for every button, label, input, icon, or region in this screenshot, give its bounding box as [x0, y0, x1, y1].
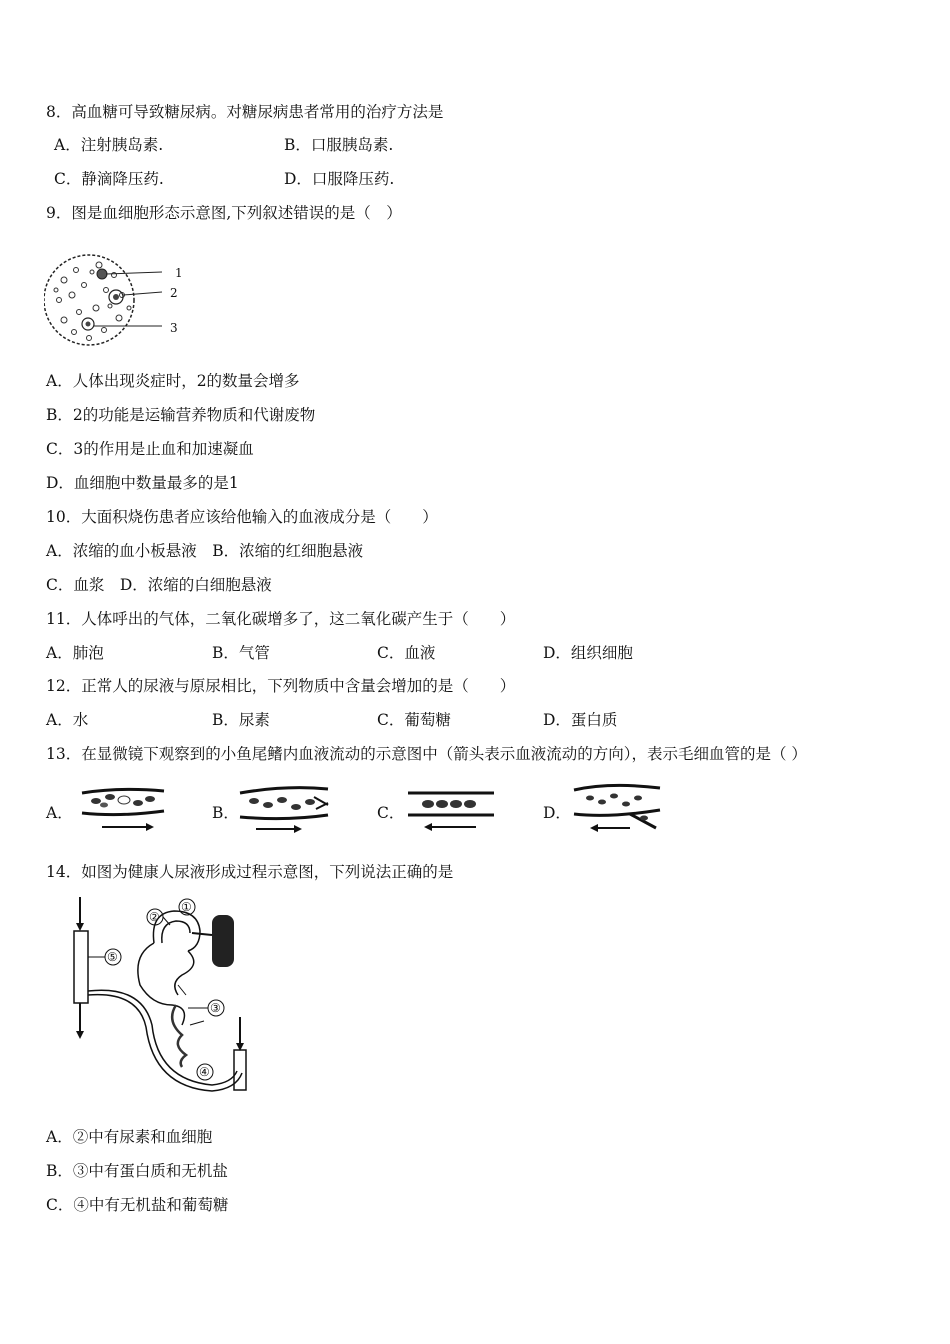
vessel-figure-b [236, 783, 336, 835]
q13-option-a: A． [46, 804, 73, 822]
q10-stem: 10．大面积烧伤患者应该给他输入的血液成分是（ ） [46, 508, 438, 526]
q14-option-a: A．②中有尿素和血细胞 [46, 1128, 213, 1146]
q8-option-c: C．静滴降压药. [54, 170, 164, 188]
q9-option-a: A．人体出现炎症时，2的数量会增多 [46, 372, 300, 390]
q11-option-d: D．组织细胞 [543, 644, 633, 662]
vessel-figure-c [406, 785, 498, 835]
q8-option-a: A．注射胰岛素. [54, 136, 164, 154]
nephron-label-3: ③ [210, 1001, 221, 1015]
q8-stem: 8．高血糖可导致糖尿病。对糖尿病患者常用的治疗方法是 [46, 103, 444, 121]
figure-label-3: 3 [170, 321, 178, 335]
q14-stem: 14．如图为健康人尿液形成过程示意图，下列说法正确的是 [46, 863, 454, 881]
q9-option-b: B．2的功能是运输营养物质和代谢废物 [46, 406, 316, 424]
nephron-label-1: ① [181, 900, 192, 914]
nephron-label-4: ④ [199, 1065, 210, 1079]
q11-option-c: C．血液 [377, 644, 436, 662]
q13-stem: 13．在显微镜下观察到的小鱼尾鳍内血液流动的示意图中（箭头表示血液流动的方向），表示毛细血管的是（ ） [46, 745, 807, 763]
q12-stem: 12．正常人的尿液与原尿相比，下列物质中含量会增加的是（ ） [46, 677, 516, 695]
q9-stem: 9．图是血细胞形态示意图,下列叙述错误的是（ ） [46, 204, 402, 222]
q10-options-line2: C．血浆 D．浓缩的白细胞悬液 [46, 576, 272, 594]
q11-option-a: A．肺泡 [46, 644, 104, 662]
q10-options-line1: A．浓缩的血小板悬液 B．浓缩的红细胞悬液 [46, 542, 364, 560]
q9-option-d: D．血细胞中数量最多的是1 [46, 474, 239, 492]
q12-option-b: B．尿素 [212, 711, 270, 729]
vessel-figure-a [80, 783, 170, 835]
q11-option-b: B．气管 [212, 644, 270, 662]
nephron-label-5: ⑤ [107, 950, 118, 964]
q13-option-b: B． [212, 804, 239, 822]
q9-option-c: C．3的作用是止血和加速凝血 [46, 440, 254, 458]
q14-option-c: C．④中有无机盐和葡萄糖 [46, 1196, 229, 1214]
q11-stem: 11．人体呼出的气体，二氧化碳增多了，这二氧化碳产生于（ ） [46, 610, 516, 628]
q12-option-c: C．葡萄糖 [377, 711, 451, 729]
nephron-figure [62, 895, 252, 1095]
q13-option-c: C． [377, 804, 405, 822]
q12-option-d: D．蛋白质 [543, 711, 618, 729]
figure-label-2: 2 [170, 286, 178, 300]
figure-label-1: 1 [175, 266, 183, 280]
blood-cell-figure [44, 250, 194, 352]
nephron-label-2: ② [149, 910, 160, 924]
q8-option-d: D．口服降压药. [284, 170, 395, 188]
q12-option-a: A．水 [46, 711, 89, 729]
vessel-figure-d [570, 780, 666, 836]
q14-option-b: B．③中有蛋白质和无机盐 [46, 1162, 228, 1180]
q13-option-d: D． [543, 804, 571, 822]
q8-option-b: B．口服胰岛素. [284, 136, 394, 154]
